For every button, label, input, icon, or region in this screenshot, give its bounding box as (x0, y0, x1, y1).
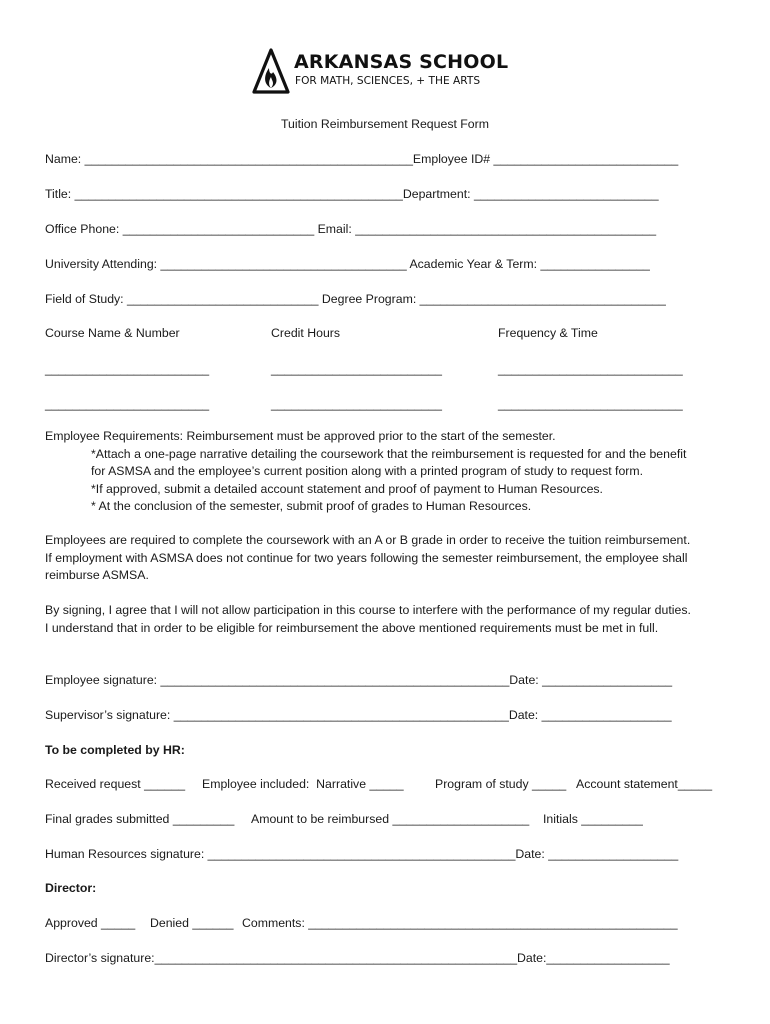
logo-subtitle: FOR MATH, SCIENCES, + THE ARTS (295, 75, 481, 87)
logo-title: ARKANSAS SCHOOL (294, 51, 509, 73)
program-of-study-field[interactable]: Program of study _____ (435, 777, 567, 791)
requirements-section (45, 428, 735, 516)
denied-field[interactable]: Denied ______ (150, 916, 234, 930)
narrative-included-field[interactable]: Employee included: Narrative _____ (202, 777, 404, 791)
frequency-time-blank[interactable]: ___________________________ (498, 397, 683, 411)
field-of-study-degree-field[interactable]: Field of Study: ____________________________ Degree Program: ____________________________________ (45, 292, 666, 306)
requirement-narrative-cont: for ASMSA and the employee’s current position along with a printed program of study to request form. (91, 464, 644, 478)
requirement-grades: * At the conclusion of the semester, submit proof of grades to Human Resources. (91, 499, 532, 513)
signing-agreement-paragraph (45, 602, 735, 637)
requirement-account-statement: *If approved, submit a detailed account statement and proof of payment to Human Resources. (91, 481, 603, 496)
frequency-time-header: Frequency & Time (498, 326, 598, 340)
requirements-intro: Employee Requirements: Reimbursement must be approved prior to the start of the semester. (45, 429, 556, 443)
director-heading: Director: (45, 881, 97, 895)
paragraph-line: reimburse ASMSA. (45, 568, 149, 582)
school-logo (252, 48, 522, 98)
credit-hours-blank[interactable]: _________________________ (271, 397, 442, 411)
name-employee-id-field[interactable]: Name: ________________________________________________Employee ID# ___________________________ (45, 152, 679, 166)
supervisor-signature-field[interactable]: Supervisor’s signature: _________________________________________________Date: ___________________ (45, 708, 672, 722)
hr-heading: To be completed by HR: (45, 743, 185, 757)
director-signature-field[interactable]: Director’s signature:_____________________________________________________Date:__________________ (45, 951, 670, 965)
comments-field[interactable]: Comments: ______________________________________________________ (242, 916, 678, 930)
received-request-field[interactable]: Received request ______ (45, 777, 186, 791)
paragraph-line: By signing, I agree that I will not allow participation in this course to interfere with the performance of my regular duties. (45, 603, 691, 617)
initials-field[interactable]: Initials _________ (543, 812, 643, 826)
course-name-blank[interactable]: ________________________ (45, 362, 210, 376)
requirement-narrative: *Attach a one-page narrative detailing the coursework that the reimbursement is requested for and the benefit (91, 446, 687, 461)
title-department-field[interactable]: Title: ________________________________________________Department: ___________________________ (45, 187, 659, 201)
hr-signature-field[interactable]: Human Resources signature: _____________________________________________Date: ___________________ (45, 847, 679, 861)
account-statement-field[interactable]: Account statement_____ (576, 777, 713, 791)
final-grades-field[interactable]: Final grades submitted _________ (45, 812, 235, 826)
completion-paragraph (45, 532, 735, 585)
approved-field[interactable]: Approved _____ (45, 916, 136, 930)
course-name-header: Course Name & Number (45, 326, 180, 340)
paragraph-line: I understand that in order to be eligible for reimbursement the above mentioned requirements must be met in full. (45, 620, 659, 635)
university-academic-year-field[interactable]: University Attending: ____________________________________ Academic Year & Term: ________________ (45, 257, 650, 271)
office-phone-email-field[interactable]: Office Phone: ____________________________ Email: ____________________________________________ (45, 222, 657, 236)
flame-in-triangle-icon (252, 48, 290, 98)
credit-hours-blank[interactable]: _________________________ (271, 362, 442, 376)
employee-signature-field[interactable]: Employee signature: ___________________________________________________Date: ___________________ (45, 673, 673, 687)
paragraph-line: If employment with ASMSA does not continue for two years following the semester reimbursement, the employee shall (45, 550, 688, 565)
form-title: Tuition Reimbursement Request Form (281, 117, 489, 131)
frequency-time-blank[interactable]: ___________________________ (498, 362, 683, 376)
course-name-blank[interactable]: ________________________ (45, 397, 210, 411)
paragraph-line: Employees are required to complete the coursework with an A or B grade in order to receive the tuition reimbursement. (45, 533, 691, 547)
amount-reimbursed-field[interactable]: Amount to be reimbursed ____________________ (251, 812, 530, 826)
credit-hours-header: Credit Hours (271, 326, 341, 340)
